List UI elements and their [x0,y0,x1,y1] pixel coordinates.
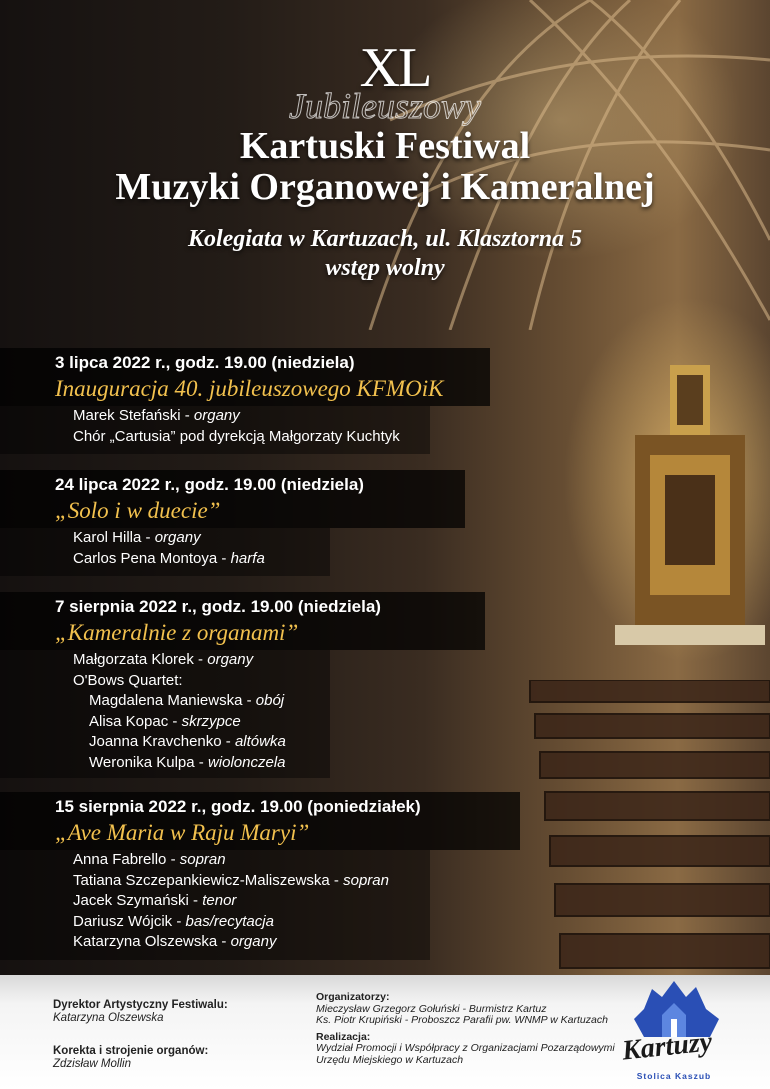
event-4 [55,796,421,953]
logo-subtitle: Stolica Kaszub [636,1071,712,1081]
organizer-line: Ks. Piotr Krupiński - Proboszcz Parafii pw. WNMP w Kartuzach [316,1014,608,1027]
logo-name: Kartuzy [620,1026,714,1067]
performer-row: Chór „Cartusia” pod dyrekcją Małgorzaty Kuchtyk [73,427,400,445]
performer-row: Joanna Kravchenko - altówka [89,733,286,750]
performer-row: Katarzyna Olszewska - organy [73,933,277,950]
performer-row: Magdalena Maniewska - obój [89,692,285,709]
director-label: Dyrektor Artystyczny Festiwalu: [53,999,228,1011]
edition-numeral: XL [359,37,431,99]
performer-row: Tatiana Szczepankiewicz-Maliszewska - sopran [73,871,389,889]
admission-note: wstęp wolny [325,255,445,281]
event-date: 3 lipca 2022 r., godz. 19.00 (niedziela) [55,353,355,372]
performer-list [55,528,364,569]
organizers-label: Organizatorzy: [316,991,390,1003]
event-3 [55,596,381,773]
realization-line: Urzędu Miejskiego w Kartuzach [316,1053,464,1066]
realization-line: Wydział Promocji i Współpracy z Organizacjami Pozarządowymi [316,1042,615,1055]
event-date: 24 lipca 2022 r., godz. 19.00 (niedziela) [55,475,364,494]
event-title: „Ave Maria w Raju Maryi” [55,820,310,845]
organizer-line: Mieczysław Grzegorz Gołuński - Burmistrz Kartuz [316,1002,547,1015]
footer-credits [53,999,228,1071]
tuning-name: Zdzisław Mollin [53,1058,131,1070]
realization-label: Realizacja: [316,1030,371,1043]
kartuzy-logo [614,979,734,1084]
festival-title-line2: Muzyki Organowej i Kameralnej [115,166,655,208]
performer-row: Marek Stefański - organy [73,407,240,424]
festival-title-line1: Kartuski Festiwal [239,125,531,167]
festival-title-block [0,37,770,282]
event-date: 7 sierpnia 2022 r., godz. 19.00 (niedziela) [55,597,381,616]
director-name: Katarzyna Olszewska [53,1012,164,1024]
performer-row: Anna Fabrello - sopran [73,851,226,868]
performer-list [55,406,443,447]
event-2 [55,474,364,569]
event-title: Inauguracja 40. jubileuszowego KFMOiK [55,376,444,401]
performer-row: O'Bows Quartet: [73,671,183,689]
performer-row: Alisa Kopac - skrzypce [89,712,241,730]
performer-row: Karol Hilla - organy [73,529,201,546]
event-1 [55,352,443,447]
performer-row: Carlos Pena Montoya - harfa [73,549,265,567]
performer-row: Weronika Kulpa - wiolonczela [89,753,286,771]
tuning-label: Korekta i strojenie organów: [53,1045,209,1057]
venue-address: Kolegiata w Kartuzach, ul. Klasztorna 5 [187,226,583,252]
footer-organizers [316,992,615,1067]
performer-row: Małgorzata Klorek - organy [73,651,254,668]
footer [0,975,770,1089]
performer-list [55,650,381,773]
event-title: „Kameralnie z organami” [55,620,299,645]
performer-row: Jacek Szymański - tenor [73,892,237,909]
event-title: „Solo i w duecie” [55,498,221,523]
jubilee-label: Jubileuszowy [289,86,481,126]
performer-row: Dariusz Wójcik - bas/recytacja [73,912,274,930]
church-pews-graphic [520,680,770,975]
altar-graphic [615,345,765,645]
performer-list [55,850,421,953]
event-date: 15 sierpnia 2022 r., godz. 19.00 (poniedziałek) [55,797,421,816]
